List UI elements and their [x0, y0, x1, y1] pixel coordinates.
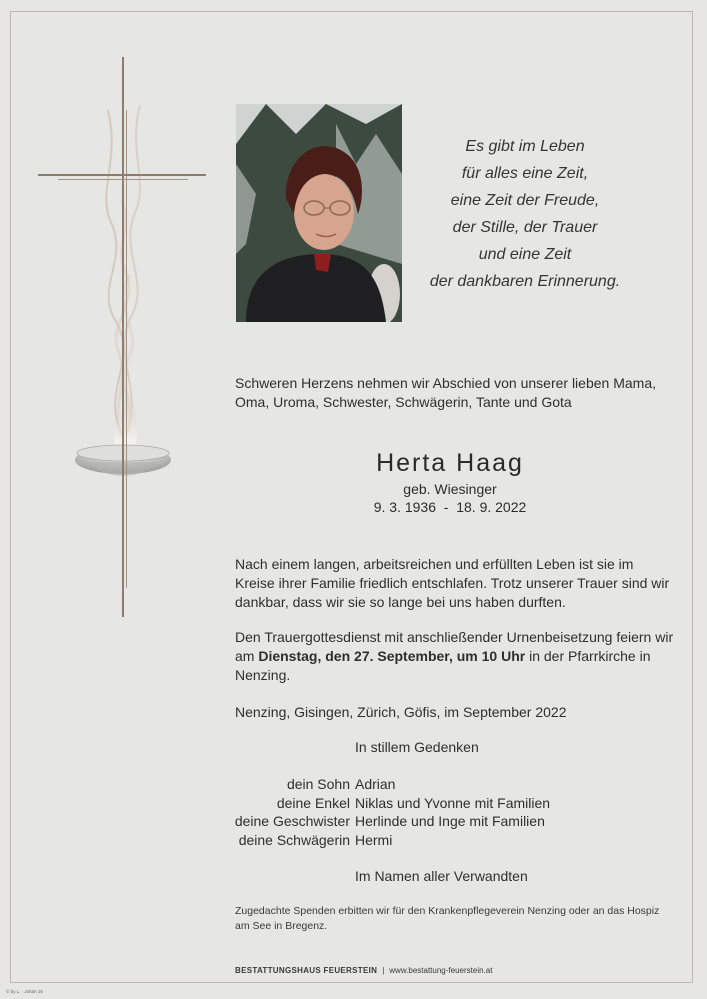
footer-separator: |: [382, 966, 385, 975]
website-link[interactable]: www.bestattung-feuerstein.at: [389, 966, 493, 975]
relative-names: Niklas und Yvonne mit Familien: [355, 794, 551, 811]
poem-line: Es gibt im Leben: [465, 138, 585, 155]
flame-bowl-icon: [70, 90, 180, 500]
cross-inner-beam: [58, 179, 188, 180]
service-paragraph: [235, 628, 675, 685]
relative-role: deine Geschwister: [234, 813, 350, 829]
poem-line: für alles eine Zeit,: [461, 165, 589, 182]
relative-row: [200, 775, 620, 794]
fine-print: © by L. · Johan 16: [6, 989, 43, 994]
in-memory-label: In stillem Gedenken: [355, 739, 479, 755]
place-date: Nenzing, Gisingen, Zürich, Göfis, im September 2022: [235, 704, 567, 720]
poem-line: der dankbaren Erinnerung.: [429, 273, 621, 290]
poem-line: der Stille, der Trauer: [452, 219, 598, 236]
deceased-name: Herta Haag: [376, 449, 524, 477]
relative-row: [200, 831, 620, 850]
footer: [235, 966, 492, 975]
life-paragraph: Nach einem langen, arbeitsreichen und erfüllten Leben ist sie im Kreise ihrer Familie friedlich entschlafen. Trotz unserer Trauer sind wir dankbar, dass wir sie so lange bei uns haben durften.: [235, 556, 670, 610]
service-text-after: in der Pfarrkirche in Nenzing.: [235, 648, 651, 683]
intro-text: Schweren Herzens nehmen wir Abschied von unserer lieben Mama, Oma, Uroma, Schwester, Schwägerin, Tante und Gota: [235, 375, 656, 410]
company-name: BESTATTUNGSHAUS FEUERSTEIN: [235, 966, 378, 975]
poem-line: eine Zeit der Freude,: [450, 192, 600, 209]
maiden-name: geb. Wiesinger: [403, 481, 497, 497]
portrait-photo: [236, 104, 402, 322]
relative-names: Adrian: [355, 776, 396, 792]
relative-names: Herlinde und Inge mit Familien: [355, 813, 545, 829]
cross-beam: [38, 174, 206, 176]
on-behalf-label: Im Namen aller Verwandten: [355, 868, 528, 884]
cross-inner-line: [126, 110, 127, 588]
life-dates: 9. 3. 1936 - 18. 9. 2022: [373, 499, 527, 515]
relative-row: [200, 794, 620, 813]
service-text-before: Den Trauergottesdienst mit anschließender Urnenbeisetzung feiern wir am: [235, 629, 674, 664]
relative-role: deine Enkel: [276, 794, 350, 811]
relative-names: Hermi: [355, 831, 393, 848]
cross-icon: [122, 57, 124, 617]
relatives-list: [200, 775, 620, 849]
poem-line: und eine Zeit: [478, 246, 572, 263]
relative-role: dein Sohn: [286, 776, 350, 792]
poem: [412, 133, 638, 295]
relative-row: [200, 812, 620, 831]
service-date: Dienstag, den 27. September, um 10 Uhr: [258, 648, 526, 664]
relative-role: deine Schwägerin: [238, 831, 350, 848]
donations-note: Zugedachte Spenden erbitten wir für den Krankenpflegeverein Nenzing oder an das Hospiz am See in Bregenz.: [235, 905, 660, 932]
